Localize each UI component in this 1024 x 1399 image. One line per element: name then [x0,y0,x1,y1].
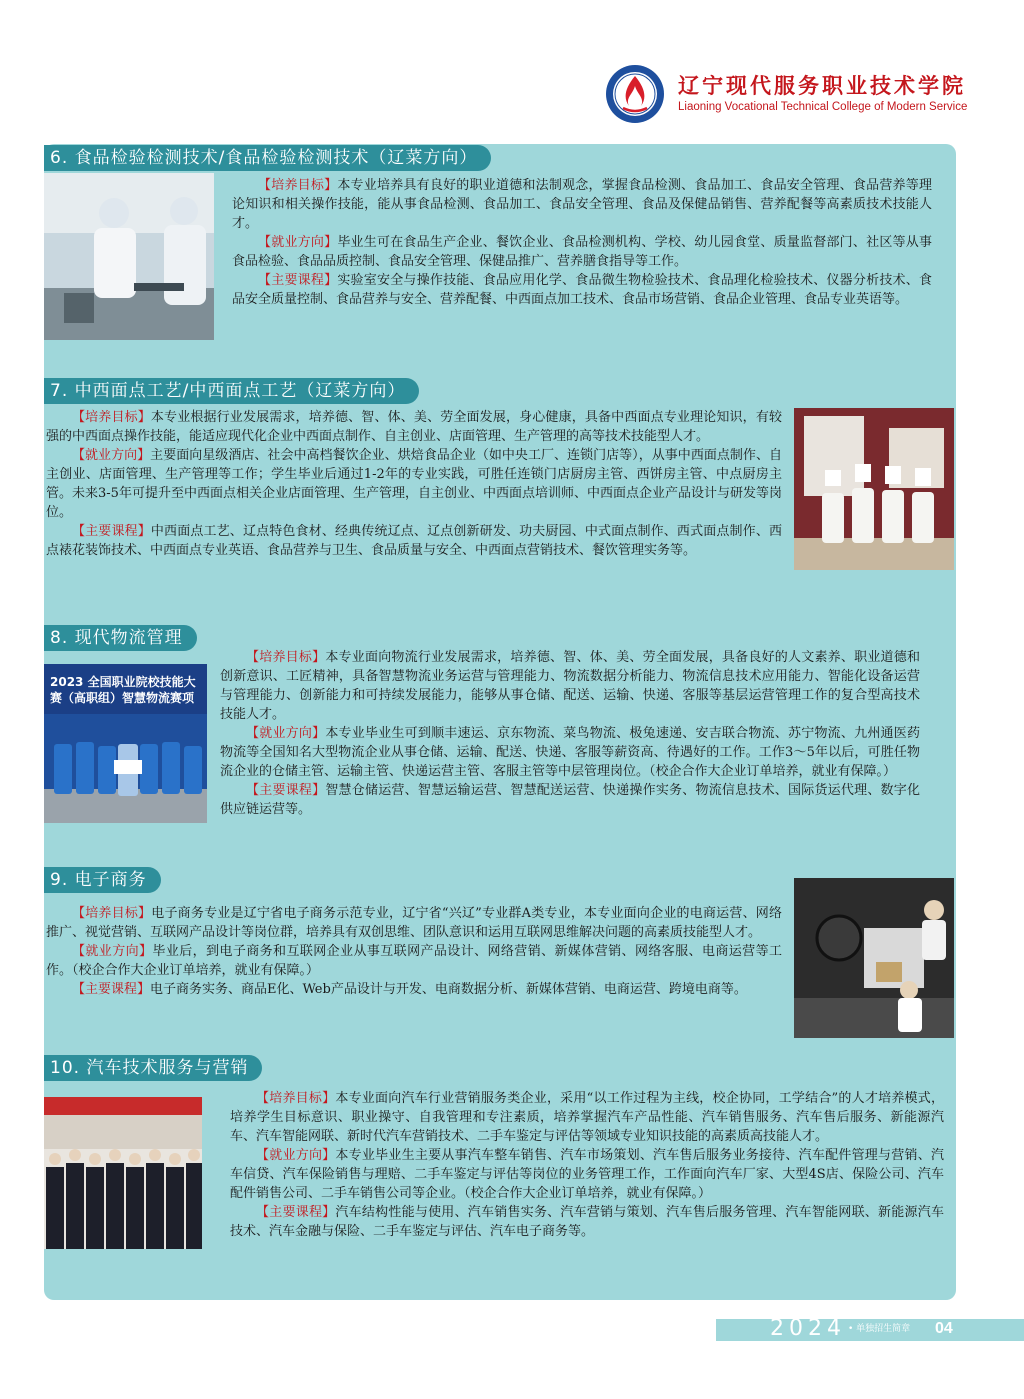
section-body [220,648,920,819]
college-name-cn: 辽宁现代服务职业技术学院 [678,73,966,98]
job-text: 毕业生可在食品生产企业、餐饮企业、食品检测机构、学校、幼儿园食堂、质量监督部门、社区等从事食品检验、食品品质控制、食品安全管理、保健品推广、营养膳食指导等工作。 [232,235,932,269]
food-lab-photo [44,173,214,340]
footer-label: • 单独招生简章 [848,1324,911,1334]
pastry-chefs-photo [794,408,954,570]
goal-tag: 【培养目标】 [246,650,326,665]
footer-year: 2024 [770,1316,846,1341]
section-body [46,408,782,560]
course-text: 实验室安全与操作技能、食品应用化学、食品微生物检验技术、食品理化检验技术、仪器分析技术、食品安全质量控制、食品营养与安全、营养配餐、中西面点加工技术、食品市场营销、食品企业管理、食品专业英语等。 [232,273,932,307]
job-tag: 【就业方向】 [258,235,338,250]
course-text: 中西面点工艺、辽点特色食材、经典传统辽点、辽点创新研发、功夫厨园、中式面点制作、西式面点制作、西点裱花装饰技术、中西面点专业英语、食品营养与卫生、食品质量与安全、中西面点营销技术、餐饮管理实务等。 [46,524,782,558]
goal-text: 电子商务专业是辽宁省电子商务示范专业，辽宁省“兴辽”专业群A类专业，本专业面向企业的电商运营、网络推广、视觉营销、互联网产品设计等岗位群，培养具有双创思维、团队意识和运用互联网思维解决问题的高素质技能型人才。 [46,906,782,940]
section-title: 10. 汽车技术服务与营销 [44,1055,262,1081]
goal-tag: 【培养目标】 [72,906,152,921]
section-title: 7. 中西面点工艺/中西面点工艺（辽菜方向） [44,378,419,404]
goal-text: 本专业面向汽车行业营销服务类企业，采用“以工作过程为主线，校企协同，工学结合”的人才培养模式，培养学生目标意识、职业操守、自我管理和专注素质，培养掌握汽车产品性能、汽车销售服务、汽车售后服务、新能源汽车、汽车智能网联、新时代汽车营销技术、二手车鉴定与评估等领域专业知识技能的高素质高技能人才。 [230,1091,944,1144]
section-body [232,176,932,309]
logistics-contest-photo [44,664,207,823]
section-title: 6. 食品检验检测技术/食品检验检测技术（辽菜方向） [44,145,491,171]
course-text: 智慧仓储运营、智慧运输运营、智慧配送运营、快递操作实务、物流信息技术、国际货运代理、数字化供应链运营等。 [220,783,920,817]
course-tag: 【主要课程】 [258,273,338,288]
course-tag: 【主要课程】 [72,982,151,997]
job-text: 本专业毕业生可到顺丰速运、京东物流、菜鸟物流、极兔速递、安吉联合物流、苏宁物流、九州通医药物流等全国知名大型物流企业从事仓储、运输、配送、快递、客服等薪资高、待遇好的工作。工作3～5年以后，可胜任物流企业的仓储主管、运输主管、快递运营主管、客服主管等中层管理岗位。（校企合作大企业订单培养，就业有保障。） [220,726,920,779]
job-tag: 【就业方向】 [256,1148,336,1163]
job-text: 主要面向星级酒店、社会中高档餐饮企业、烘焙食品企业（如中央工厂、连锁门店等），从事中西面点制作、自主创业、店面管理、生产管理等工作；学生毕业后通过1-2年的专业实践，可胜任连锁门店厨房主管、西饼房主管、中点厨房主管。未来3-5年可提升至中西面点相关企业店面管理、生产管理，自主创业、中西面点培训师、中西面点企业产品设计与研发等岗位。 [46,448,782,520]
goal-tag: 【培养目标】 [258,178,338,193]
ecommerce-studio-photo [794,878,954,1038]
college-logo [605,64,968,130]
job-tag: 【就业方向】 [246,726,326,741]
section-title: 9. 电子商务 [44,867,161,893]
course-tag: 【主要课程】 [246,783,326,798]
job-tag: 【就业方向】 [72,448,151,463]
goal-text: 本专业培养具有良好的职业道德和法制观念，掌握食品检测、食品加工、食品安全管理、食品营养等理论知识和相关操作技能，能从事食品检测、食品加工、食品安全管理、食品及保健品销售、营养配餐等高素质技术技能人才。 [232,178,932,231]
job-text: 本专业毕业生主要从事汽车整车销售、汽车市场策划、汽车售后服务业务接待、汽车配件管理与营销、汽车信贷、汽车保险销售与理赔、二手车鉴定与评估等岗位的业务管理工作，工作面向汽车厂家、大型4S店、保险公司、汽车配件销售公司、二手车销售公司等企业。（校企合作大企业订单培养，就业有保障。） [230,1148,944,1201]
college-seal-icon [605,64,665,124]
course-tag: 【主要课程】 [72,524,151,539]
course-text: 汽车结构性能与使用、汽车销售实务、汽车营销与策划、汽车售后服务管理、汽车智能网联、新能源汽车技术、汽车金融与保险、二手车鉴定与评估、汽车电子商务等。 [230,1205,944,1239]
section-body [230,1089,944,1241]
college-name-en: Liaoning Vocational Technical College of Modern Service [678,101,968,113]
page-number: 04 [935,1320,953,1337]
goal-tag: 【培养目标】 [72,410,151,425]
auto-class-photo [44,1097,202,1249]
course-tag: 【主要课程】 [256,1205,336,1220]
goal-tag: 【培养目标】 [256,1091,336,1106]
goal-text: 本专业面向物流行业发展需求，培养德、智、体、美、劳全面发展，具备良好的人文素养、职业道德和创新意识、工匠精神，具备智慧物流业务运营与管理能力、物流数据分析能力、物流信息技术应用能力、智能化设备运营与管理能力、创新能力和可持续发展能力，能够从事仓储、配送、运输、快递、客服等基层运营管理工作的复合型高技术技能人才。 [220,650,920,722]
section-title: 8. 现代物流管理 [44,625,197,651]
logistics-photo-caption: 2023 全国职业院校技能大赛（高职组）智慧物流赛项 [50,675,196,705]
goal-text: 本专业根据行业发展需求，培养德、智、体、美、劳全面发展，身心健康，具备中西面点专业理论知识，有较强的中西面点操作技能，能适应现代化企业中西面点制作、自主创业、店面管理、生产管理的高等技术技能型人才。 [46,410,782,444]
course-text: 电子商务实务、商品E化、Web产品设计与开发、电商数据分析、新媒体营销、电商运营、跨境电商等。 [150,982,747,997]
job-tag: 【就业方向】 [72,944,153,959]
job-text: 毕业后，到电子商务和互联网企业从事互联网产品设计、网络营销、新媒体营销、网络客服、电商运营等工作。（校企合作大企业订单培养，就业有保障。） [46,944,782,978]
section-body [46,904,782,999]
